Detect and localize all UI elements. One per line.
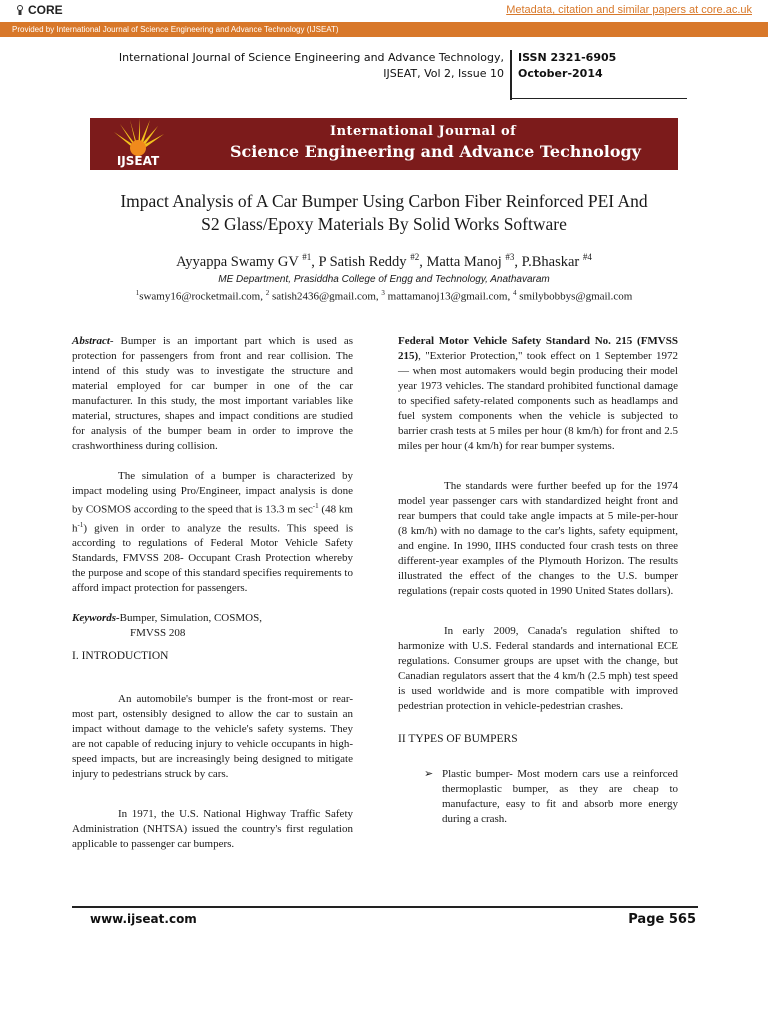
- bullet-text: Plastic bumper- Most modern cars use a reinforced thermoplastic bumper, as they are cheap to manufacture, easy to fit and absorb more energy during a crash.: [442, 768, 678, 825]
- author-mark: #4: [582, 252, 592, 262]
- fmvss-paragraph: [398, 334, 678, 454]
- email-address[interactable]: satish2436@gmail.com,: [269, 290, 382, 303]
- author-mark: #1: [302, 252, 312, 262]
- standards-paragraph: The standards were further beefed up for the 1974 model year passenger cars with standardized height front and rear bumpers that could take angle impacts at 5 mile-per-hour (8 km/h) with no damage to the car's lights, safety equipment, and engine. In 1990, IIHS conducted four crash tests on three different-year examples of the Plymouth Horizon. The results illustrated the effect of the changes to the U.S. bumper regulations (repair costs quoted in 1990 United States dollars).: [398, 480, 678, 597]
- ijseat-sun-logo-icon: [90, 118, 186, 170]
- banner-line1: International Journal of: [330, 124, 517, 139]
- email-mark: 2: [265, 289, 270, 297]
- abstract-paragraph: [72, 334, 353, 454]
- affiliation: ME Department, Prasiddha College of Engg and Technology, Anathavaram: [218, 274, 550, 285]
- journal-volume-line: IJSEAT, Vol 2, Issue 10: [383, 67, 504, 80]
- banner-line2: Science Engineering and Advance Technology: [230, 142, 641, 161]
- journal-header-right: [518, 50, 616, 82]
- core-bar: [0, 0, 768, 23]
- footer-url[interactable]: www.ijseat.com: [90, 912, 197, 926]
- email-mark: 4: [512, 289, 517, 297]
- paper-title: [60, 190, 708, 236]
- footer-rule: [72, 906, 698, 908]
- core-logo-icon: [14, 4, 26, 16]
- journal-header-divider: [510, 50, 512, 100]
- author-name: , P Satish Reddy: [311, 253, 411, 270]
- author-list: [60, 252, 708, 271]
- issue-date: October-2014: [518, 67, 603, 80]
- email-mark: 1: [135, 289, 140, 297]
- keywords-line1: Bumper, Simulation, COSMOS,: [119, 612, 262, 625]
- canada-paragraph: In early 2009, Canada's regulation shifted to harmonize with U.S. Federal standards and international ECE regulations. Consumer groups are upset with the change, but Canadian regulators assert that the 4 km/h (2.5 mph) test speed is used worldwide and is more compatible with improved pedestrian protection in vehicle-pedestrian crashes.: [398, 625, 678, 712]
- simulation-sup1: -1: [312, 502, 319, 510]
- issn: ISSN 2321-6905: [518, 51, 617, 64]
- abstract-label: Abstract: [72, 335, 110, 347]
- core-logo-text: CORE: [28, 3, 63, 17]
- author-name: , P.Bhaskar: [514, 253, 583, 270]
- introduction-heading: I. INTRODUCTION: [72, 650, 169, 663]
- email-mark: 3: [381, 289, 385, 297]
- core-logo[interactable]: [14, 3, 63, 17]
- left-column: [72, 334, 353, 852]
- author-name: , Matta Manoj: [419, 253, 506, 270]
- simulation-text-part1: The simulation of a bumper is characterized by impact modeling using Pro/Engineer, impact analysis is done by COSMOS according to the speed that is 13.3 m sec: [72, 470, 353, 516]
- simulation-text-part2: (48 km h: [72, 503, 353, 535]
- arrow-bullet-icon: ➢: [424, 768, 434, 780]
- simulation-paragraph: [72, 469, 353, 596]
- simulation-text-part3: ) given in order to analyze the results. This speed is according to regulations of Federal Motor Vehicle Safety Standards, FMVSS 208- Occupant Crash Protection whereby the purpose and scope of this standard specifies requirements to afford impact protection for passengers.: [72, 522, 353, 595]
- author-mark: #2: [410, 252, 420, 262]
- email-address[interactable]: swamy16@rocketmail.com,: [139, 290, 266, 303]
- page-number: Page 565: [628, 912, 696, 927]
- intro-paragraph-2: In 1971, the U.S. National Highway Traffic Safety Administration (NHTSA) issued the country's first regulation applicable to passenger car bumpers.: [72, 808, 353, 851]
- fmvss-text: , "Exterior Protection," took effect on 1 September 1972 — when most automakers would begin producing their model year 1973 vehicles. The standard prohibited functional damage to specified safety-related components such as headlamps and fuel system components when the vehicle is subjected to barrier crash tests at 5 miles per hour (8 km/h) for front and 2.5 miles per hour (4 km/h) for rear bumper systems.: [398, 350, 678, 452]
- journal-header-left: [119, 50, 504, 82]
- intro-paragraph-1: An automobile's bumper is the front-most or rear-most part, ostensibly designed to allow the car to sustain an impact without damage to the vehicle's safety systems. They are not capable of reducing injury to vehicle occupants in high-speed impacts, but are increasingly being designed to mitigate injury to pedestrians struck by cars.: [72, 693, 353, 781]
- journal-name-line: International Journal of Science Engineering and Advance Technology,: [118, 51, 504, 64]
- paper-title-line2: S2 Glass/Epoxy Materials By Solid Works Software: [201, 214, 567, 234]
- core-metadata-link[interactable]: Metadata, citation and similar papers at core.ac.uk: [506, 4, 752, 16]
- keywords: [72, 611, 353, 626]
- email-address[interactable]: mattamanoj13@gmail.com,: [384, 290, 513, 303]
- journal-banner: [90, 118, 678, 170]
- email-address[interactable]: smilybobbys@gmail.com: [516, 290, 633, 303]
- simulation-sup2: -1: [77, 520, 84, 529]
- provided-by-bar[interactable]: Provided by International Journal of Science Engineering and Advance Technology (IJSEAT): [0, 22, 768, 37]
- author-name: Ayyappa Swamy GV: [176, 253, 303, 270]
- banner-logo-text: IJSEAT: [116, 154, 160, 168]
- fmvss-bold: Federal Motor Vehicle Safety Standard No. 215 (FMVSS 215): [398, 335, 678, 362]
- paper-title-line1: Impact Analysis of A Car Bumper Using Carbon Fiber Reinforced PEI And: [120, 191, 648, 211]
- list-item: [424, 767, 678, 827]
- email-list: [60, 289, 708, 303]
- abstract-text: - Bumper is an important part which is used as protection for passengers from front and rear collision. The intend of this study was to investigate the structure and material employed for car bumper in one of the car manufacturer. In this study, the most important variables like material, structures, shapes and impact conditions are studied for analysis of the bumper beam in order to improve the crashworthiness during collision.: [72, 335, 353, 452]
- right-column: [398, 334, 678, 827]
- journal-header: [0, 50, 768, 100]
- keywords-line2: FMVSS 208: [130, 627, 186, 640]
- types-heading: II TYPES OF BUMPERS: [398, 733, 518, 745]
- author-mark: #3: [505, 252, 515, 262]
- journal-header-rule: [512, 98, 687, 99]
- keywords-label: Keywords-: [72, 612, 120, 625]
